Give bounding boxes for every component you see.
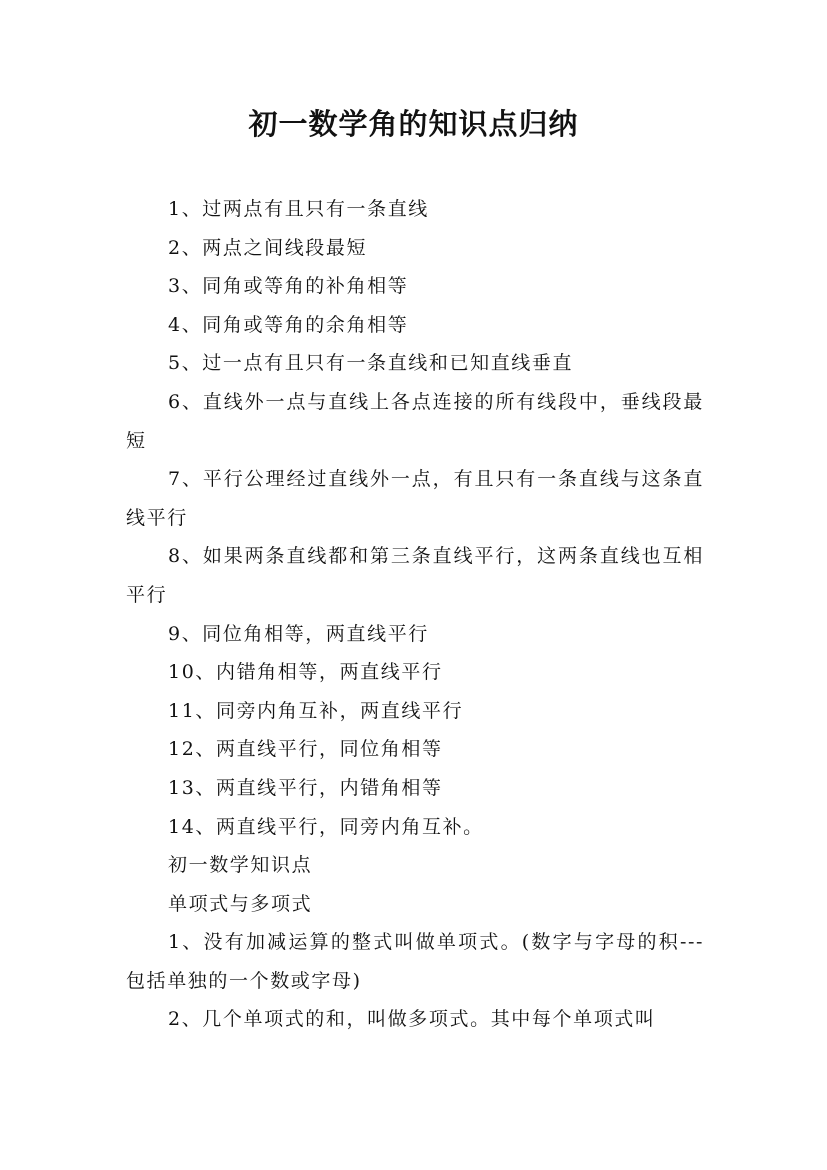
paragraph-12: 12、两直线平行，同位角相等 [168, 738, 443, 761]
paragraph-14: 14、两直线平行，同旁内角互补。 [168, 815, 484, 838]
paragraph-8: 8、如果两条直线都和第三条直线平行，这两条直线也互相平行 [126, 545, 704, 606]
paragraph-10: 10、内错角相等，两直线平行 [168, 661, 443, 684]
paragraph-2: 2、两点之间线段最短 [168, 236, 368, 259]
paragraph-6: 6、直线外一点与直线上各点连接的所有线段中，垂线段最短 [126, 390, 704, 452]
paragraph-4: 4、同角或等角的余角相等 [168, 313, 409, 336]
paragraph-5: 5、过一点有且只有一条直线和已知直线垂直 [168, 352, 574, 375]
paragraph-13: 13、两直线平行，内错角相等 [168, 776, 443, 799]
paragraph-3: 3、同角或等角的补角相等 [168, 275, 409, 298]
paragraph-7: 7、平行公理经过直线外一点，有且只有一条直线与这条直线平行 [126, 468, 704, 529]
paragraph-polynomial-definition: 2、几个单项式的和，叫做多项式。其中每个单项式叫 [168, 1008, 656, 1031]
paragraph-1: 1、过两点有且只有一条直线 [168, 198, 429, 220]
paragraph-monomial-definition: 1、没有加减运算的整式叫做单项式。(数字与字母的积---包括单独的一个数或字母) [126, 931, 704, 992]
section-heading-knowledge-points: 初一数学知识点 [168, 854, 313, 877]
section-heading-monomials-polynomials: 单项式与多项式 [168, 892, 313, 915]
document-body [126, 190, 704, 1039]
paragraph-9: 9、同位角相等，两直线平行 [168, 622, 429, 645]
document-title: 初一数学角的知识点归纳 [248, 107, 579, 141]
paragraph-11: 11、同旁内角互补，两直线平行 [168, 699, 464, 722]
